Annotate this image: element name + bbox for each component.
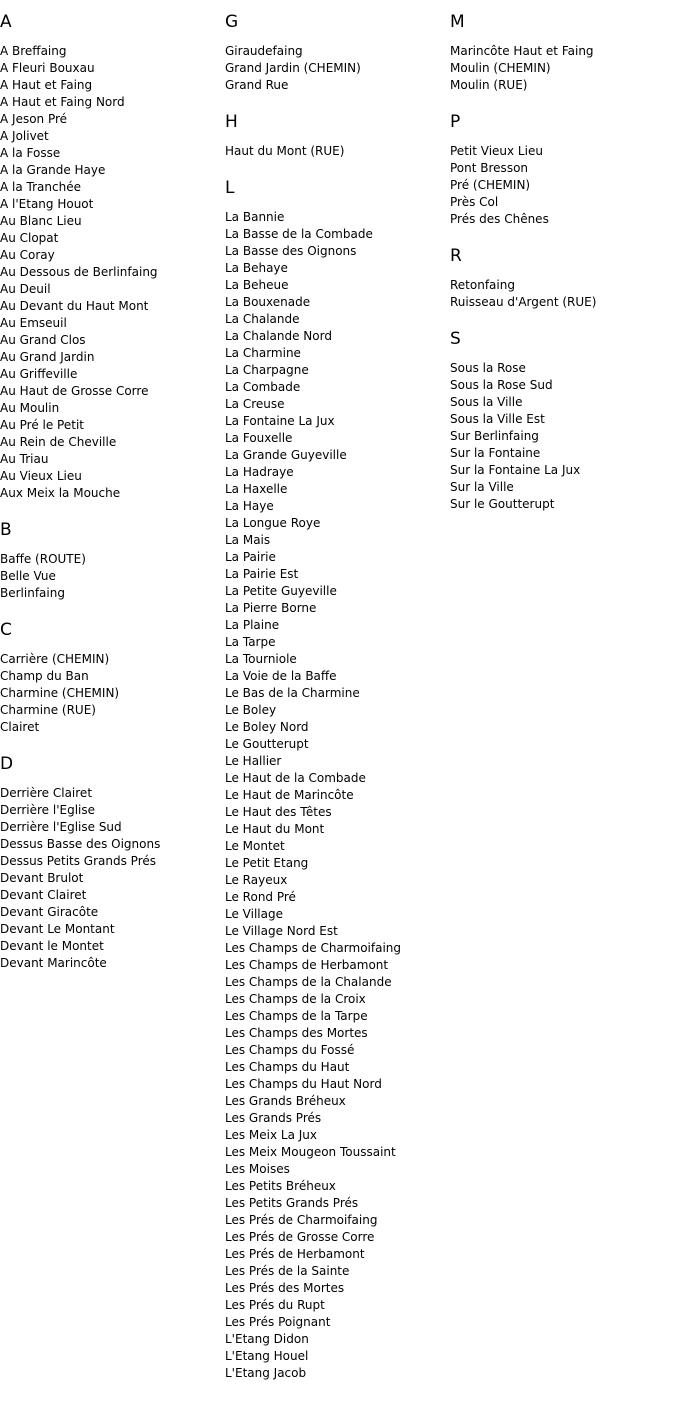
street-name: La Bannie — [225, 210, 285, 224]
street-name: Les Prés du Rupt — [225, 1298, 325, 1312]
street-name: La Longue Roye — [225, 516, 321, 530]
letter-heading: P — [450, 112, 461, 132]
street-name: Le Montet — [225, 839, 285, 853]
street-name: Sous la Rose — [450, 361, 526, 375]
street-name: La Petite Guyeville — [225, 584, 337, 598]
street-name: A l'Etang Houot — [0, 197, 94, 211]
letter-group — [450, 245, 675, 311]
street-name: Prés des Chênes — [450, 212, 549, 226]
street-name: Sous la Rose Sud — [450, 378, 553, 392]
street-name: Carrière (CHEMIN) — [0, 652, 110, 666]
street-name: A Jeson Pré — [0, 112, 68, 126]
street-name: Au Deuil — [0, 282, 51, 296]
street-name: La Charpagne — [225, 363, 309, 377]
street-name: Au Dessous de Berlinfaing — [0, 265, 158, 279]
street-name: La Pairie Est — [225, 567, 299, 581]
street-name: Au Devant du Haut Mont — [0, 299, 149, 313]
street-name: Charmine (RUE) — [0, 703, 96, 717]
street-name: Les Petits Grands Prés — [225, 1196, 359, 1210]
street-name: La Charmine — [225, 346, 301, 360]
street-name: Le Boley — [225, 703, 277, 717]
street-name: Pont Bresson — [450, 161, 529, 175]
street-list — [0, 43, 225, 502]
street-name: Berlinfaing — [0, 586, 65, 600]
street-name: La Basse de la Combade — [225, 227, 373, 241]
index-column-3 — [450, 11, 675, 530]
letter-group — [225, 111, 450, 160]
letter-group — [0, 753, 225, 972]
street-name: Le Haut du Mont — [225, 822, 325, 836]
street-name: A la Grande Haye — [0, 163, 106, 177]
letter-heading: A — [0, 12, 12, 32]
street-name: Les Prés de Grosse Corre — [225, 1230, 375, 1244]
street-name: Au Coray — [0, 248, 55, 262]
letter-group — [0, 519, 225, 602]
street-name: Dessus Petits Grands Prés — [0, 854, 157, 868]
street-name: Les Champs de Herbamont — [225, 958, 389, 972]
street-name: La Pierre Borne — [225, 601, 317, 615]
street-name: Les Prés Poignant — [225, 1315, 331, 1329]
street-name: Giraudefaing — [225, 44, 303, 58]
street-name: Les Prés de Herbamont — [225, 1247, 365, 1261]
street-name: Le Haut de Marincôte — [225, 788, 354, 802]
street-name: Devant Le Montant — [0, 922, 115, 936]
street-name: Le Hallier — [225, 754, 282, 768]
street-list — [450, 277, 675, 311]
letter-heading: R — [450, 246, 462, 266]
street-name: La Bouxenade — [225, 295, 311, 309]
street-name: La Chalande — [225, 312, 300, 326]
street-name: A la Tranchée — [0, 180, 81, 194]
street-name: Près Col — [450, 195, 499, 209]
street-name: Belle Vue — [0, 569, 56, 583]
street-name: Les Prés de la Sainte — [225, 1264, 350, 1278]
letter-heading: B — [0, 520, 12, 540]
street-name: La Plaine — [225, 618, 280, 632]
street-name: A Haut et Faing Nord — [0, 95, 125, 109]
street-name: Champ du Ban — [0, 669, 89, 683]
street-name: Dessus Basse des Oignons — [0, 837, 161, 851]
street-name: Devant Giracôte — [0, 905, 99, 919]
street-name: Devant Brulot — [0, 871, 84, 885]
street-name: Le Boley Nord — [225, 720, 309, 734]
street-name: Sous la Ville — [450, 395, 523, 409]
street-name: A Haut et Faing — [0, 78, 93, 92]
street-name: Au Blanc Lieu — [0, 214, 82, 228]
street-name: Les Petits Bréheux — [225, 1179, 336, 1193]
street-list — [0, 651, 225, 736]
index-column-1 — [0, 11, 225, 989]
street-name: Le Village Nord Est — [225, 924, 338, 938]
street-name: Les Champs du Haut — [225, 1060, 350, 1074]
street-name: La Fouxelle — [225, 431, 293, 445]
street-name: Sur Berlinfaing — [450, 429, 539, 443]
street-list — [225, 43, 450, 94]
street-name: L'Etang Jacob — [225, 1366, 307, 1380]
street-name: Les Champs de la Croix — [225, 992, 366, 1006]
street-list — [0, 785, 225, 972]
street-list — [450, 360, 675, 513]
street-name: La Grande Guyeville — [225, 448, 347, 462]
street-list — [450, 143, 675, 228]
street-name: Les Prés de Charmoifaing — [225, 1213, 378, 1227]
street-name: A Fleuri Bouxau — [0, 61, 95, 75]
street-name: Les Champs du Fossé — [225, 1043, 355, 1057]
street-name: Au Clopat — [0, 231, 59, 245]
street-name: Moulin (RUE) — [450, 78, 528, 92]
street-name: Les Moises — [225, 1162, 290, 1176]
street-name: La Fontaine La Jux — [225, 414, 335, 428]
street-name: La Basse des Oignons — [225, 244, 357, 258]
street-name: Le Rayeux — [225, 873, 288, 887]
street-name: Retonfaing — [450, 278, 515, 292]
street-name: Le Haut de la Combade — [225, 771, 366, 785]
street-name: La Voie de la Baffe — [225, 669, 337, 683]
street-name: La Pairie — [225, 550, 276, 564]
street-name: La Tarpe — [225, 635, 276, 649]
street-name: Baffe (ROUTE) — [0, 552, 86, 566]
letter-group — [450, 111, 675, 228]
index-column-2 — [225, 11, 450, 1399]
street-name: Devant le Montet — [0, 939, 104, 953]
street-name: Au Vieux Lieu — [0, 469, 82, 483]
street-list — [225, 209, 450, 1382]
letter-heading: G — [225, 12, 239, 32]
street-name: Le Haut des Têtes — [225, 805, 332, 819]
street-name: La Tourniole — [225, 652, 297, 666]
letter-group — [450, 11, 675, 94]
street-name: La Behaye — [225, 261, 288, 275]
street-name: Petit Vieux Lieu — [450, 144, 543, 158]
street-name: La Mais — [225, 533, 271, 547]
street-name: Clairet — [0, 720, 40, 734]
street-name: Aux Meix la Mouche — [0, 486, 121, 500]
street-name: Grand Jardin (CHEMIN) — [225, 61, 361, 75]
street-name: Sur le Goutterupt — [450, 497, 555, 511]
letter-group — [450, 328, 675, 513]
street-name: Grand Rue — [225, 78, 289, 92]
street-name: Les Meix Mougeon Toussaint — [225, 1145, 396, 1159]
street-name: A Breffaing — [0, 44, 67, 58]
letter-heading: M — [450, 12, 465, 32]
street-name: Haut du Mont (RUE) — [225, 144, 345, 158]
street-name: Derrière Clairet — [0, 786, 93, 800]
street-name: Au Pré le Petit — [0, 418, 84, 432]
street-name: Les Champs du Haut Nord — [225, 1077, 382, 1091]
letter-group — [0, 11, 225, 502]
street-name: Le Goutterupt — [225, 737, 309, 751]
letter-group — [225, 177, 450, 1382]
street-name: A Jolivet — [0, 129, 49, 143]
street-name: Les Meix La Jux — [225, 1128, 318, 1142]
street-name: Les Champs de la Tarpe — [225, 1009, 368, 1023]
street-list — [225, 143, 450, 160]
street-name: La Hadraye — [225, 465, 294, 479]
street-name: La Chalande Nord — [225, 329, 332, 343]
letter-heading: C — [0, 620, 12, 640]
street-name: L'Etang Houel — [225, 1349, 309, 1363]
street-list — [450, 43, 675, 94]
street-name: Au Griffeville — [0, 367, 78, 381]
street-name: La Beheue — [225, 278, 289, 292]
street-name: Le Bas de la Charmine — [225, 686, 360, 700]
street-name: Sur la Fontaine — [450, 446, 541, 460]
street-name: La Haxelle — [225, 482, 288, 496]
street-name: Au Haut de Grosse Corre — [0, 384, 149, 398]
street-name: Ruisseau d'Argent (RUE) — [450, 295, 597, 309]
street-name: Au Emseuil — [0, 316, 67, 330]
street-name: Les Champs de Charmoifaing — [225, 941, 402, 955]
street-name: Derrière l'Eglise Sud — [0, 820, 122, 834]
street-name: Au Moulin — [0, 401, 60, 415]
street-name: Au Grand Jardin — [0, 350, 95, 364]
letter-group — [225, 11, 450, 94]
street-name: Les Grands Prés — [225, 1111, 322, 1125]
street-name: Au Grand Clos — [0, 333, 86, 347]
street-name: Sur la Ville — [450, 480, 514, 494]
street-name: La Creuse — [225, 397, 285, 411]
street-name: Le Petit Etang — [225, 856, 309, 870]
street-list — [0, 551, 225, 602]
street-name: Les Prés des Mortes — [225, 1281, 345, 1295]
street-name: Devant Clairet — [0, 888, 87, 902]
street-name: Moulin (CHEMIN) — [450, 61, 551, 75]
letter-heading: S — [450, 329, 461, 349]
street-name: Le Village — [225, 907, 283, 921]
letter-group — [0, 619, 225, 736]
street-name: A la Fosse — [0, 146, 61, 160]
street-name: Derrière l'Eglise — [0, 803, 95, 817]
street-name: Sur la Fontaine La Jux — [450, 463, 581, 477]
street-name: Devant Marincôte — [0, 956, 107, 970]
street-name: L'Etang Didon — [225, 1332, 309, 1346]
street-name: La Combade — [225, 380, 301, 394]
street-name: Les Grands Bréheux — [225, 1094, 346, 1108]
street-name: Les Champs des Mortes — [225, 1026, 368, 1040]
street-name: Charmine (CHEMIN) — [0, 686, 120, 700]
street-name: Marincôte Haut et Faing — [450, 44, 594, 58]
street-name: Au Rein de Cheville — [0, 435, 117, 449]
letter-heading: D — [0, 754, 14, 774]
letter-heading: L — [225, 178, 235, 198]
street-name: Sous la Ville Est — [450, 412, 545, 426]
letter-heading: H — [225, 112, 238, 132]
street-name: Pré (CHEMIN) — [450, 178, 531, 192]
street-name: Le Rond Pré — [225, 890, 296, 904]
street-name: Les Champs de la Chalande — [225, 975, 392, 989]
street-name: La Haye — [225, 499, 274, 513]
street-name: Au Triau — [0, 452, 49, 466]
